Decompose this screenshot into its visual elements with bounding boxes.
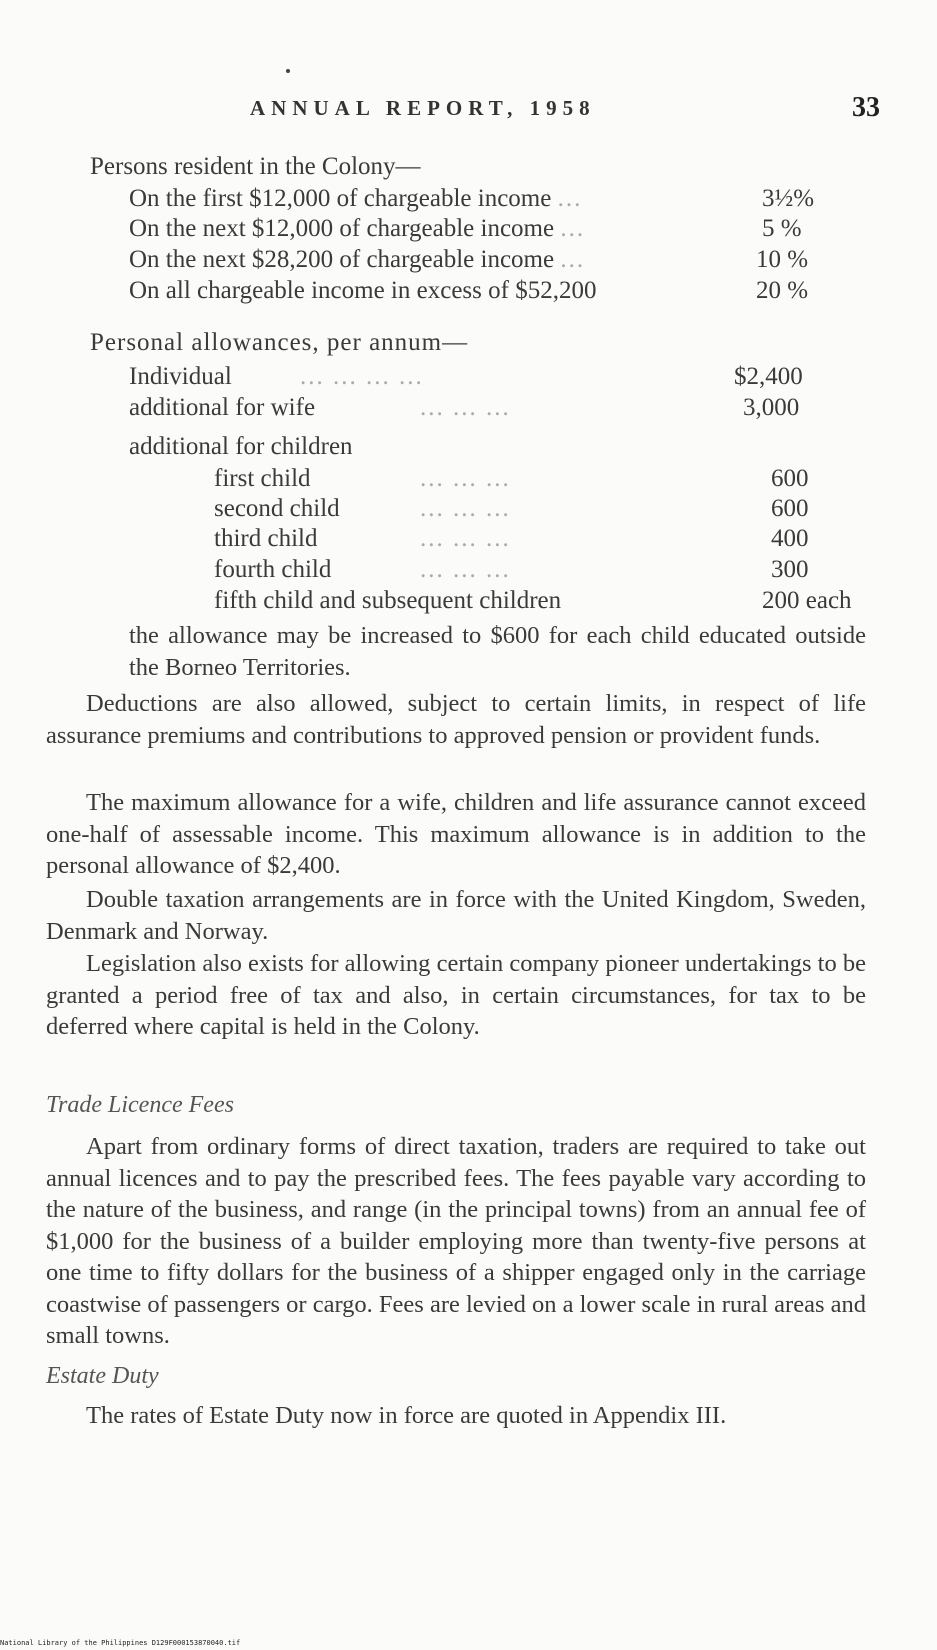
rate-row-value: 5 % (762, 215, 802, 242)
child-value: 300 (771, 556, 809, 583)
leader-dots: ... ... ... (420, 556, 511, 583)
child-value: 600 (771, 465, 809, 492)
child-label: fourth child (214, 556, 332, 583)
leader-dots: ... ... ... (420, 465, 511, 492)
child-label: third child (214, 525, 318, 552)
paragraph-legislation: Legislation also exists for allowing certain company pioneer undertakings to be granted a period free of tax and also, in certain circumstances, for tax to be deferred where capital is held in the Colony. (46, 950, 866, 1040)
running-header (0, 92, 937, 132)
paragraph-trade: Apart from ordinary forms of direct taxation, traders are required to take out annual licences and to pay the prescribed fees. The fees payable vary according to the nature of the business, and range (in the principal towns) from an annual fee of $1,000 for the business of a builder employing more than twenty-five persons at one time to fifty dollars for the business of a shipper engaged only in the carriage coastwise of passengers or cargo. Fees are levied on a lower scale in rural areas and small towns. (46, 1133, 866, 1349)
allowance-children-heading: additional for children (129, 433, 353, 460)
rate-row-label: On the next $28,200 of chargeable income ... (129, 246, 586, 273)
speck (286, 69, 290, 73)
child-value: 400 (771, 525, 809, 552)
child-label: first child (214, 465, 311, 492)
section-heading-trade: Trade Licence Fees (46, 1092, 234, 1118)
rate-row-value: 3½% (762, 185, 815, 212)
child-value: 600 (771, 495, 809, 522)
page-number: 33 (852, 92, 880, 123)
rate-row-value: 10 % (756, 246, 809, 273)
allowance-wife-value: 3,000 (743, 394, 800, 421)
rate-row-value: 20 % (756, 277, 809, 304)
paragraph-maximum: The maximum allowance for a wife, children and life assurance cannot exceed one-half of assessable income. This maximum allowance is in addition to the personal allowance of $2,400. (46, 789, 866, 879)
allowance-note: the allowance may be increased to $600 for each child educated outside the Borneo Territories. (129, 622, 866, 681)
leader-dots: ... ... ... ... (300, 363, 424, 390)
leader-dots: ... ... ... (420, 525, 511, 552)
allowance-individual-label: Individual (129, 363, 232, 390)
scan-footer: National Library of the Philippines D129F000153870040.tif (0, 1639, 241, 1647)
rates-heading: Persons resident in the Colony— (90, 153, 421, 180)
paragraph-double-taxation: Double taxation arrangements are in force with the United Kingdom, Sweden, Denmark and Norway. (46, 886, 866, 945)
child-label: fifth child and subsequent children (214, 587, 562, 614)
leader-dots: ... ... ... (420, 495, 511, 522)
paragraph-estate: The rates of Estate Duty now in force are quoted in Appendix III. (86, 1402, 727, 1429)
rate-row-label: On all chargeable income in excess of $52,200 (129, 277, 597, 304)
allowance-wife-label: additional for wife (129, 394, 316, 421)
allowance-individual-value: $2,400 (734, 363, 803, 390)
running-title: ANNUAL REPORT, 1958 (250, 96, 596, 120)
paragraph-deductions: Deductions are also allowed, subject to certain limits, in respect of life assurance premiums and contributions to approved pension or provident funds. (46, 690, 866, 749)
rate-row-label: On the first $12,000 of chargeable income ... (129, 185, 583, 212)
child-value: 200 each (762, 587, 852, 614)
allowances-heading: Personal allowances, per annum— (90, 329, 469, 356)
leader-dots: ... ... ... (420, 394, 511, 421)
child-label: second child (214, 495, 340, 522)
rate-row-label: On the next $12,000 of chargeable income ... (129, 215, 586, 242)
section-heading-estate: Estate Duty (46, 1363, 159, 1389)
